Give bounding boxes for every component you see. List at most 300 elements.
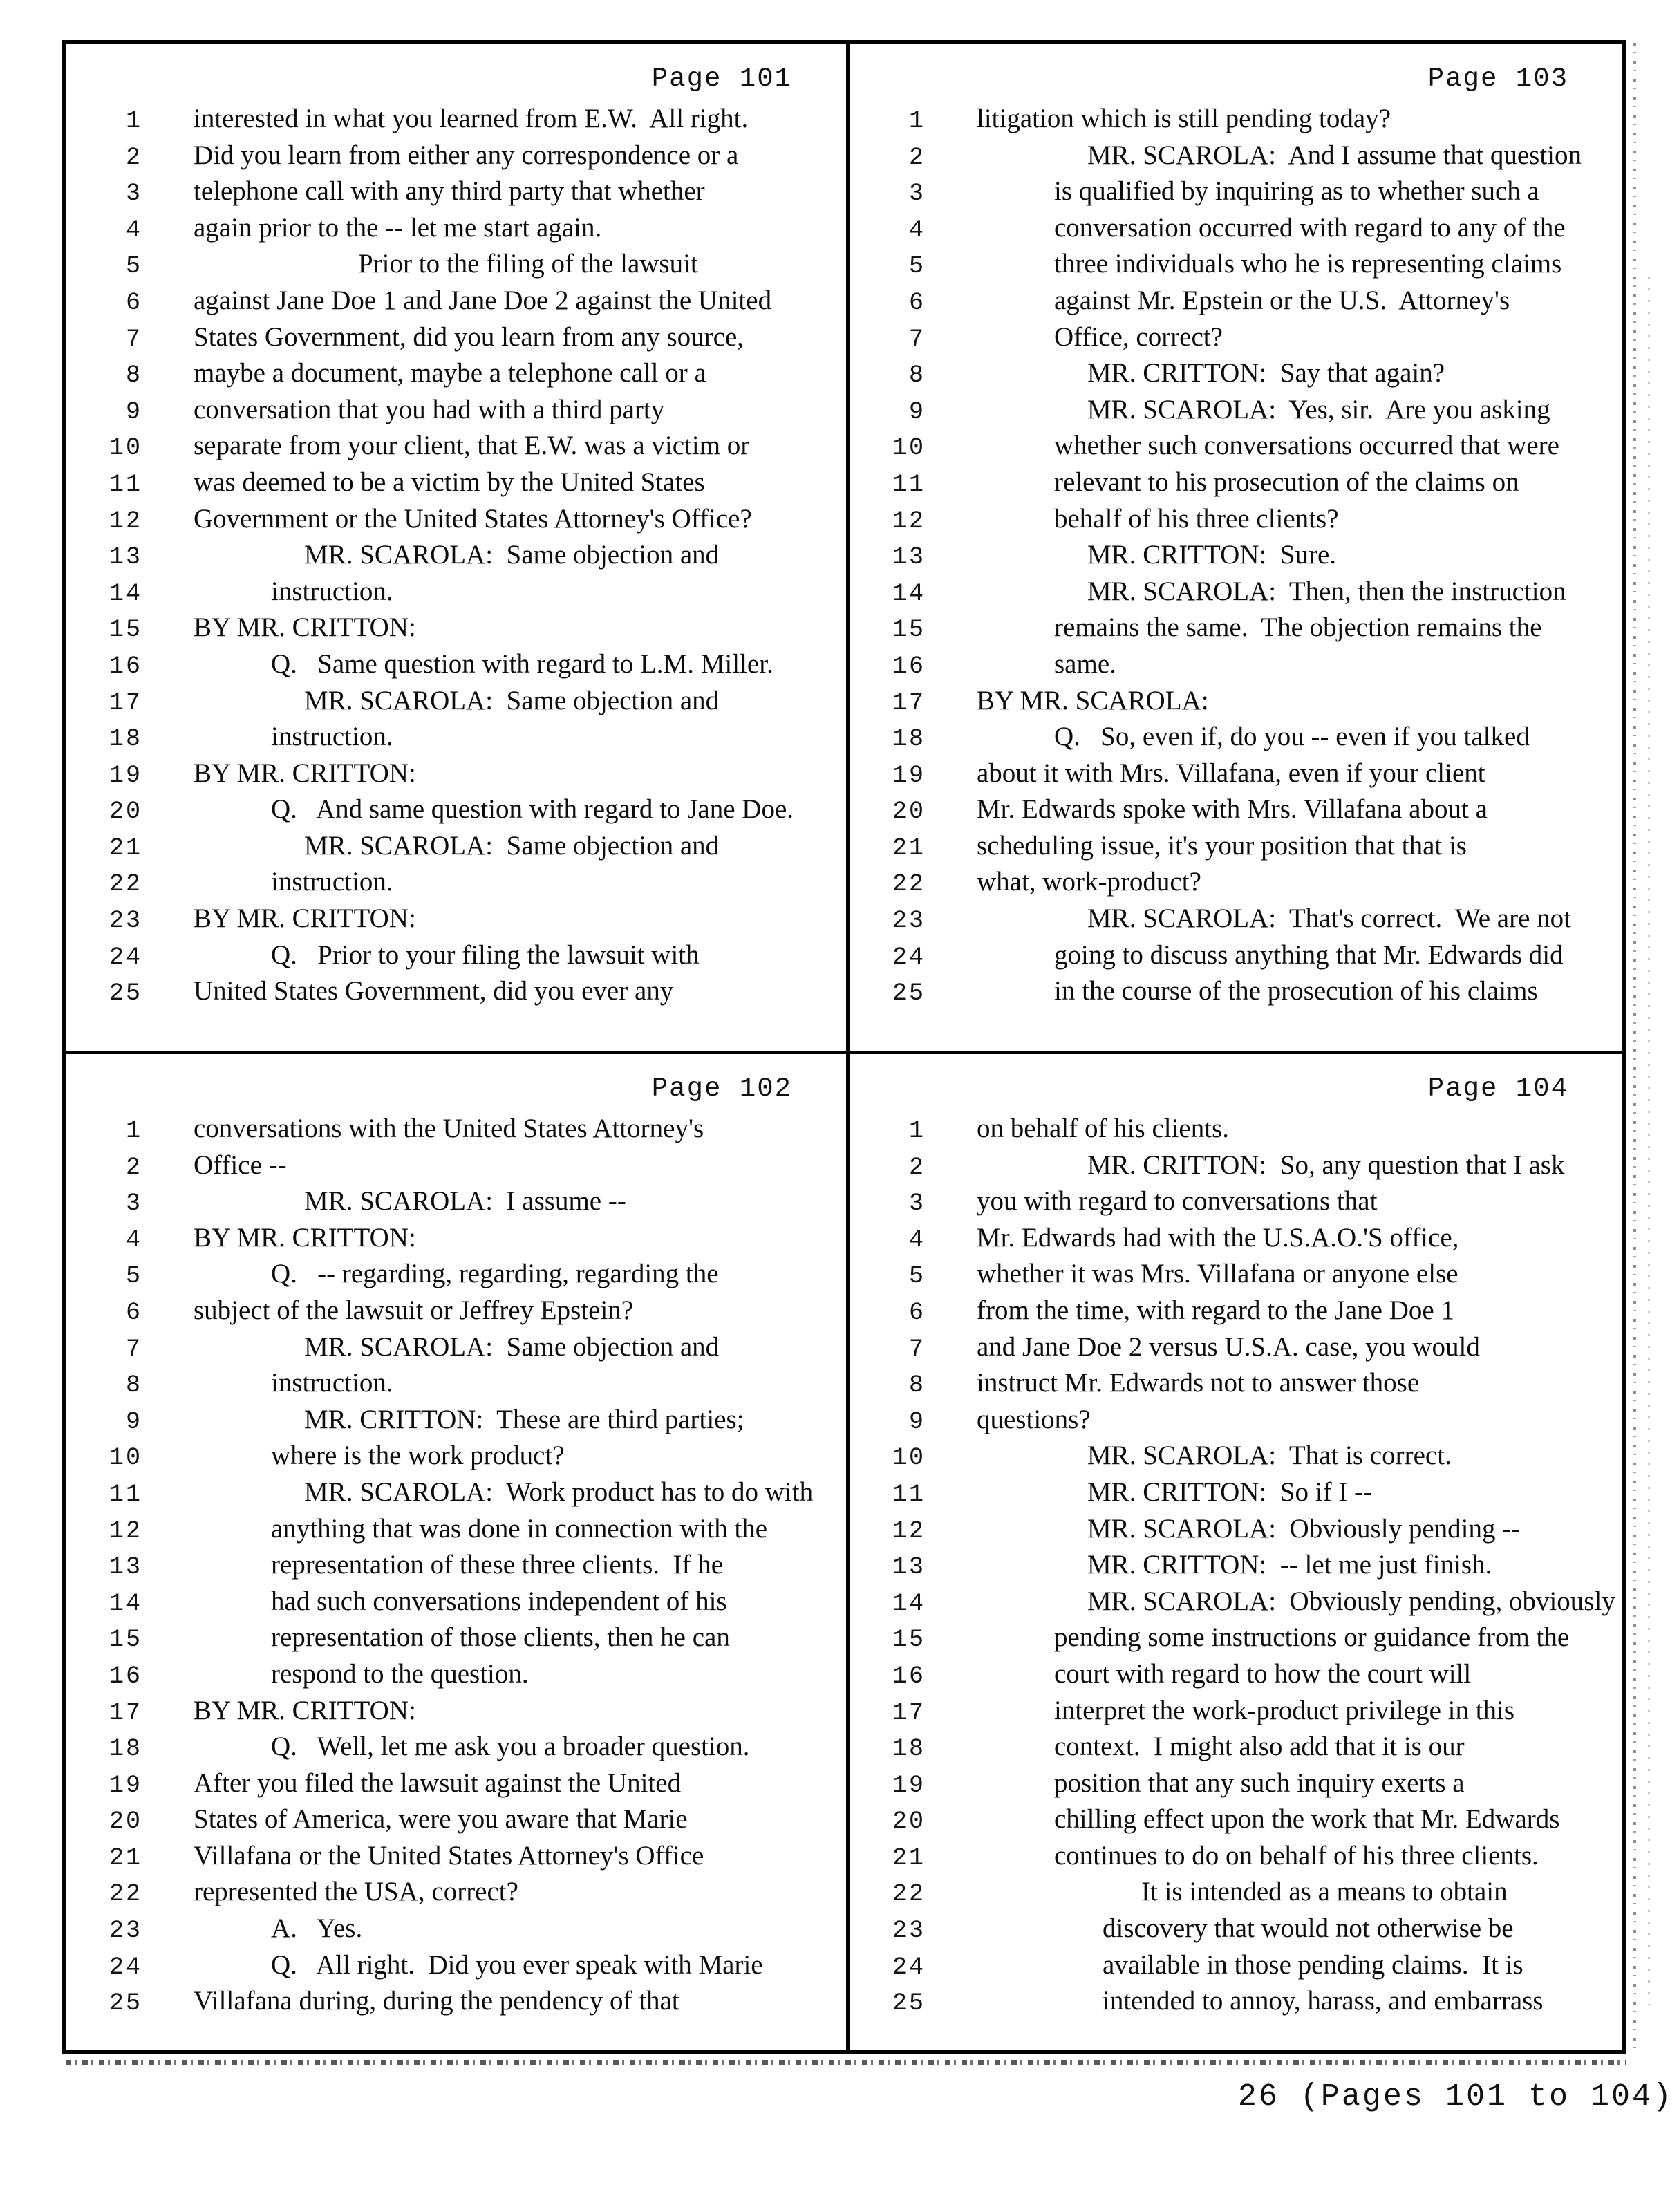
- line-number: 20: [109, 1808, 142, 1836]
- line-number: 3: [125, 1190, 142, 1218]
- line-text: BY MR. SCAROLA:: [977, 685, 1209, 715]
- line-text: Q. -- regarding, regarding, regarding the: [271, 1259, 719, 1289]
- line-number: 16: [109, 1662, 142, 1690]
- transcript-line: [850, 396, 1622, 433]
- transcript-line: [850, 578, 1622, 615]
- line-number: 21: [109, 834, 142, 862]
- line-number: 13: [109, 1553, 142, 1582]
- line-text: three individuals who he is representing claims: [1054, 249, 1562, 279]
- line-text: conversation occurred with regard to any of the: [1054, 212, 1566, 243]
- line-number: 11: [109, 1480, 142, 1508]
- line-number: 10: [109, 434, 142, 462]
- transcript-line: [66, 1660, 846, 1697]
- line-text: Government or the United States Attorney's Office?: [194, 503, 752, 534]
- line-number: 19: [109, 761, 142, 789]
- transcript-line: [850, 1152, 1622, 1188]
- line-number: 6: [125, 288, 142, 317]
- line-text: going to discuss anything that Mr. Edwards did: [1054, 939, 1564, 970]
- line-text: MR. SCAROLA: Yes, sir. Are you asking: [1087, 394, 1550, 424]
- transcript-line: [850, 178, 1622, 214]
- scan-noise-right-band-2: [1648, 276, 1650, 2005]
- line-text: MR. SCAROLA: And I assume that question: [1087, 140, 1582, 170]
- line-text: MR. SCAROLA: I assume --: [304, 1186, 626, 1217]
- transcript-line: [850, 214, 1622, 251]
- line-number: 1: [125, 1117, 142, 1145]
- transcript-line: [850, 1551, 1622, 1588]
- transcript-line: [66, 1406, 846, 1443]
- line-number: 4: [908, 1226, 926, 1254]
- line-text: about it with Mrs. Villafana, even if your client: [977, 758, 1485, 788]
- line-text: Mr. Edwards had with the U.S.A.O.'S office,: [977, 1222, 1459, 1253]
- transcript-line: [850, 723, 1622, 760]
- line-number: 18: [892, 1735, 926, 1763]
- transcript-line: [66, 687, 846, 724]
- line-text: what, work-product?: [977, 867, 1201, 897]
- transcript-line: [850, 1588, 1622, 1624]
- line-number: 16: [109, 652, 142, 680]
- line-text: available in those pending claims. It is: [1103, 1949, 1523, 1980]
- transcript-line: [66, 1515, 846, 1552]
- line-text: It is intended as a means to obtain: [1141, 1877, 1508, 1907]
- transcript-line: [66, 1369, 846, 1406]
- line-text: Mr. Edwards spoke with Mrs. Villafana about a: [977, 794, 1488, 825]
- transcript-line: [850, 321, 1622, 360]
- line-number: 18: [109, 1735, 142, 1763]
- line-number: 11: [892, 1480, 926, 1508]
- line-text: Office, correct?: [1054, 321, 1223, 352]
- transcript-lines: [66, 1115, 846, 2024]
- line-number: 12: [109, 1517, 142, 1545]
- line-number: 19: [892, 761, 926, 789]
- line-text: instruction.: [271, 867, 393, 897]
- line-number: 24: [892, 943, 926, 971]
- line-text: was deemed to be a victim by the United States: [194, 467, 705, 497]
- transcript-line: [850, 832, 1622, 869]
- line-text: separate from your client, that E.W. was a victim or: [194, 431, 750, 461]
- line-text: MR. CRITTON: These are third parties;: [304, 1404, 744, 1434]
- transcript-line: [66, 1806, 846, 1842]
- line-text: Villafana during, during the pendency of that: [194, 1986, 679, 2016]
- line-number: 4: [908, 216, 926, 244]
- line-number: 8: [908, 362, 926, 390]
- line-text: MR. SCAROLA: Same objection and: [304, 540, 720, 570]
- line-number: 10: [892, 434, 926, 462]
- quadrant-page-101: [66, 44, 846, 1051]
- column-divider-line: [846, 44, 850, 2050]
- line-text: United States Government, did you ever any: [194, 976, 674, 1006]
- line-number: 23: [892, 1917, 926, 1945]
- transcript-line: [66, 250, 846, 287]
- transcript-line: [850, 1224, 1622, 1261]
- transcript-line: [850, 614, 1622, 650]
- line-number: 4: [125, 216, 142, 244]
- line-number: 8: [125, 362, 142, 390]
- transcript-line: [850, 1406, 1622, 1443]
- line-number: 1: [125, 107, 142, 135]
- line-text: scheduling issue, it's your position that that is: [977, 830, 1467, 861]
- transcript-line: [66, 359, 846, 396]
- line-text: subject of the lawsuit or Jeffrey Epstein?: [194, 1295, 634, 1325]
- line-number: 1: [908, 1117, 926, 1145]
- line-number: 24: [109, 1953, 142, 1981]
- transcript-line: [66, 1152, 846, 1188]
- transcript-line: [850, 1660, 1622, 1697]
- line-text: again prior to the -- let me start again.: [194, 212, 602, 243]
- transcript-line: [66, 578, 846, 615]
- scan-noise-right-band: [1633, 43, 1636, 2051]
- line-text: MR. CRITTON: -- let me just finish.: [1087, 1550, 1492, 1580]
- line-number: 22: [109, 870, 142, 899]
- transcript-line: [66, 396, 846, 433]
- line-number: 7: [125, 1335, 142, 1363]
- line-number: 2: [125, 143, 142, 171]
- line-number: 18: [109, 725, 142, 753]
- line-text: MR. CRITTON: So, any question that I ask: [1087, 1150, 1565, 1180]
- line-number: 13: [109, 543, 142, 572]
- transcript-line: [66, 868, 846, 905]
- line-number: 17: [109, 688, 142, 717]
- line-text: remains the same. The objection remains the: [1054, 612, 1542, 643]
- line-text: Q. So, even if, do you -- even if you talked: [1054, 722, 1530, 752]
- line-text: instruct Mr. Edwards not to answer those: [977, 1368, 1420, 1398]
- line-number: 15: [892, 616, 926, 644]
- line-number: 19: [109, 1771, 142, 1799]
- line-number: 3: [908, 180, 926, 208]
- transcript-line: [850, 1806, 1622, 1842]
- line-number: 5: [908, 1262, 926, 1291]
- line-text: After you filed the lawsuit against the United: [194, 1768, 682, 1798]
- line-text: and Jane Doe 2 versus U.S.A. case, you would: [977, 1331, 1480, 1362]
- line-text: court with regard to how the court will: [1054, 1658, 1472, 1689]
- transcript-line: [850, 142, 1622, 178]
- transcript-line: [66, 1842, 846, 1879]
- quadrant-page-104: [850, 1054, 1622, 2050]
- transcript-line: [850, 1442, 1622, 1479]
- transcript-line: [850, 1515, 1622, 1552]
- line-text: Q. And same question with regard to Jane Doe.: [271, 794, 794, 825]
- line-text: BY MR. CRITTON:: [194, 903, 416, 934]
- line-text: representation of these three clients. If he: [271, 1550, 724, 1580]
- transcript-line: [850, 905, 1622, 941]
- sheet-page-footer: 26 (Pages 101 to 104): [1237, 2079, 1673, 2115]
- line-number: 9: [125, 1407, 142, 1436]
- line-number: 18: [892, 725, 926, 753]
- line-number: 19: [892, 1771, 926, 1799]
- transcript-line: [66, 178, 846, 214]
- transcript-line: [66, 796, 846, 832]
- line-number: 21: [109, 1844, 142, 1872]
- line-text: interpret the work-product privilege in this: [1054, 1695, 1515, 1725]
- line-text: questions?: [977, 1404, 1091, 1434]
- line-text: represented the USA, correct?: [194, 1877, 518, 1907]
- transcript-line: [850, 541, 1622, 578]
- transcript-line: [66, 1115, 846, 1152]
- quadrant-page-103: [850, 44, 1622, 1051]
- line-text: intended to annoy, harass, and embarrass: [1103, 1986, 1544, 2016]
- line-number: 25: [109, 980, 142, 1008]
- line-number: 24: [892, 1953, 926, 1981]
- transcript-lines: [850, 105, 1622, 1014]
- transcript-line: [66, 1733, 846, 1770]
- line-text: States Government, did you learn from any source,: [194, 321, 744, 352]
- line-text: representation of those clients, then he can: [271, 1622, 730, 1653]
- line-text: conversation that you had with a third party: [194, 394, 665, 424]
- line-number: 6: [908, 1298, 926, 1327]
- transcript-line: [66, 905, 846, 941]
- transcript-line: [66, 1333, 846, 1370]
- line-text: MR. SCAROLA: That's correct. We are not: [1087, 903, 1572, 934]
- transcript-line: [66, 432, 846, 469]
- transcript-line: [66, 1297, 846, 1333]
- row-divider-line: [66, 1051, 1622, 1054]
- transcript-line: [850, 687, 1622, 724]
- transcript-line: [850, 105, 1622, 142]
- transcript-line: [66, 1915, 846, 1951]
- line-number: 14: [892, 579, 926, 608]
- transcript-line: [66, 287, 846, 324]
- transcript-line: [66, 650, 846, 687]
- line-number: 4: [125, 1226, 142, 1254]
- transcript-line: [66, 214, 846, 251]
- line-text: MR. SCAROLA: Obviously pending --: [1087, 1513, 1521, 1544]
- transcript-line: [66, 469, 846, 505]
- line-number: 15: [109, 616, 142, 644]
- line-number: 9: [908, 1407, 926, 1436]
- line-text: conversations with the United States Attorney's: [194, 1114, 704, 1143]
- line-number: 12: [892, 507, 926, 535]
- line-text: maybe a document, maybe a telephone call or a: [194, 358, 706, 388]
- line-number: 23: [109, 1917, 142, 1945]
- transcript-line: [850, 432, 1622, 469]
- line-text: MR. CRITTON: Say that again?: [1087, 358, 1445, 388]
- transcript-line: [66, 1479, 846, 1515]
- transcript-line: [850, 977, 1622, 1014]
- line-number: 8: [125, 1371, 142, 1400]
- line-number: 11: [109, 470, 142, 498]
- transcript-lines: [66, 105, 846, 1014]
- line-text: MR. SCAROLA: Same objection and: [304, 685, 720, 715]
- line-number: 9: [908, 397, 926, 426]
- transcript-grid-border: [62, 40, 1626, 2054]
- line-number: 13: [892, 543, 926, 572]
- transcript-line: [66, 321, 846, 360]
- line-number: 9: [125, 397, 142, 426]
- line-text: Did you learn from either any correspondence or a: [194, 140, 739, 170]
- line-number: 16: [892, 652, 926, 680]
- transcript-line: [66, 1624, 846, 1660]
- transcript-line: [850, 941, 1622, 978]
- transcript-line: [850, 1297, 1622, 1333]
- transcript-line: [66, 1987, 846, 2024]
- transcript-line: [850, 1915, 1622, 1951]
- line-text: BY MR. CRITTON:: [194, 1695, 416, 1725]
- line-text: instruction.: [271, 576, 393, 606]
- transcript-line: [66, 1188, 846, 1224]
- line-text: you with regard to conversations that: [977, 1186, 1378, 1217]
- line-number: 2: [908, 1153, 926, 1181]
- line-number: 15: [892, 1626, 926, 1654]
- line-text: BY MR. CRITTON:: [194, 758, 416, 788]
- line-text: context. I might also add that it is our: [1054, 1732, 1465, 1762]
- line-text: Q. Prior to your filing the lawsuit with: [271, 939, 700, 970]
- line-number: 6: [908, 288, 926, 317]
- line-number: 21: [892, 834, 926, 862]
- transcript-line: [850, 1369, 1622, 1406]
- line-number: 20: [892, 1808, 926, 1836]
- line-number: 16: [892, 1662, 926, 1690]
- line-number: 7: [125, 325, 142, 353]
- transcript-line: [850, 1624, 1622, 1660]
- quadrant-page-102: [66, 1054, 846, 2050]
- line-text: continues to do on behalf of his three clients.: [1054, 1840, 1539, 1871]
- transcript-line: [66, 505, 846, 542]
- line-number: 17: [109, 1698, 142, 1727]
- line-text: telephone call with any third party that whether: [194, 176, 705, 207]
- line-text: MR. SCAROLA: Obviously pending, obviously: [1087, 1586, 1615, 1616]
- transcript-line: [66, 832, 846, 869]
- transcript-line: [850, 1733, 1622, 1770]
- transcript-line: [850, 1987, 1622, 2024]
- line-number: 21: [892, 1844, 926, 1872]
- transcript-line: [850, 1188, 1622, 1224]
- transcript-line: [66, 541, 846, 578]
- line-number: 20: [892, 798, 926, 826]
- page-header: Page 101: [651, 64, 792, 94]
- line-number: 3: [125, 180, 142, 208]
- transcript-line: [850, 469, 1622, 505]
- transcript-line: [850, 505, 1622, 542]
- line-text: States of America, were you aware that Marie: [194, 1804, 688, 1835]
- line-text: MR. CRITTON: So if I --: [1087, 1477, 1373, 1507]
- line-number: 5: [125, 252, 142, 281]
- transcript-line: [850, 1697, 1622, 1734]
- line-number: 22: [109, 1880, 142, 1909]
- line-text: in the course of the prosecution of his claims: [1054, 976, 1538, 1006]
- transcript-line: [66, 105, 846, 142]
- line-text: Q. All right. Did you ever speak with Marie: [271, 1949, 763, 1980]
- transcript-line: [66, 760, 846, 796]
- line-number: 25: [109, 1989, 142, 2018]
- line-text: MR. SCAROLA: Same objection and: [304, 830, 720, 861]
- transcript-line: [850, 1842, 1622, 1879]
- line-number: 2: [908, 143, 926, 171]
- line-text: MR. SCAROLA: Work product has to do with: [304, 1477, 814, 1507]
- line-text: chilling effect upon the work that Mr. Edwards: [1054, 1804, 1560, 1835]
- scan-noise-bottom-line: [66, 2060, 1626, 2065]
- transcript-line: [850, 1260, 1622, 1297]
- transcript-line: [66, 723, 846, 760]
- line-text: A. Yes.: [271, 1913, 363, 1944]
- page-header: Page 103: [1427, 64, 1568, 94]
- page-header: Page 104: [1427, 1074, 1568, 1104]
- line-text: anything that was done in connection with the: [271, 1513, 768, 1544]
- transcript-line: [850, 1333, 1622, 1370]
- line-number: 2: [125, 1153, 142, 1181]
- line-number: 10: [109, 1444, 142, 1472]
- line-number: 23: [892, 907, 926, 935]
- line-number: 14: [892, 1589, 926, 1618]
- line-text: Q. Same question with regard to L.M. Miller.: [271, 648, 773, 679]
- line-text: had such conversations independent of his: [271, 1586, 727, 1616]
- line-text: instruction.: [271, 722, 393, 752]
- transcript-line: [66, 1442, 846, 1479]
- transcript-line: [66, 142, 846, 178]
- line-text: against Mr. Epstein or the U.S. Attorney's: [1054, 285, 1510, 315]
- line-number: 1: [908, 107, 926, 135]
- line-number: 23: [109, 907, 142, 935]
- line-number: 20: [109, 798, 142, 826]
- transcript-line: [66, 1697, 846, 1734]
- transcript-line: [850, 1115, 1622, 1152]
- transcript-line: [850, 250, 1622, 287]
- transcript-line: [850, 868, 1622, 905]
- line-text: where is the work product?: [271, 1441, 565, 1471]
- line-text: MR. SCAROLA: That is correct.: [1087, 1441, 1452, 1471]
- transcript-line: [66, 941, 846, 978]
- transcript-line: [850, 1951, 1622, 1988]
- transcript-line: [66, 1770, 846, 1806]
- line-number: 6: [125, 1298, 142, 1327]
- line-number: 17: [892, 1698, 926, 1727]
- line-number: 14: [109, 1589, 142, 1618]
- line-number: 17: [892, 688, 926, 717]
- line-number: 15: [109, 1626, 142, 1654]
- page-header: Page 102: [651, 1074, 792, 1104]
- transcript-line: [850, 287, 1622, 324]
- line-number: 3: [908, 1190, 926, 1218]
- transcript-line: [66, 1951, 846, 1988]
- line-text: relevant to his prosecution of the claims on: [1054, 467, 1519, 497]
- line-text: interested in what you learned from E.W. All right.: [194, 104, 749, 133]
- line-number: 8: [908, 1371, 926, 1400]
- line-text: whether it was Mrs. Villafana or anyone else: [977, 1259, 1458, 1289]
- transcript-line: [850, 359, 1622, 396]
- line-number: 10: [892, 1444, 926, 1472]
- line-text: from the time, with regard to the Jane Doe 1: [977, 1295, 1454, 1325]
- transcript-line: [66, 977, 846, 1014]
- line-text: Prior to the filing of the lawsuit: [358, 249, 698, 279]
- line-text: position that any such inquiry exerts a: [1054, 1768, 1465, 1798]
- line-number: 5: [908, 252, 926, 281]
- transcript-line: [66, 1551, 846, 1588]
- line-text: whether such conversations occurred that were: [1054, 431, 1559, 461]
- line-text: MR. CRITTON: Sure.: [1087, 540, 1337, 570]
- transcript-line: [66, 1224, 846, 1261]
- line-number: 14: [109, 579, 142, 608]
- line-text: BY MR. CRITTON:: [194, 1222, 416, 1253]
- line-text: on behalf of his clients.: [977, 1114, 1229, 1143]
- transcript-line: [850, 650, 1622, 687]
- line-text: discovery that would not otherwise be: [1103, 1913, 1514, 1944]
- line-number: 25: [892, 980, 926, 1008]
- line-number: 22: [892, 870, 926, 899]
- transcript-line: [66, 1878, 846, 1915]
- transcript-line: [850, 760, 1622, 796]
- line-text: pending some instructions or guidance from the: [1054, 1622, 1570, 1653]
- line-number: 7: [908, 1335, 926, 1363]
- transcript-line: [850, 1479, 1622, 1515]
- line-text: litigation which is still pending today?: [977, 104, 1391, 133]
- line-text: behalf of his three clients?: [1054, 503, 1339, 534]
- line-number: 12: [892, 1517, 926, 1545]
- transcript-line: [850, 1770, 1622, 1806]
- line-number: 25: [892, 1989, 926, 2018]
- transcript-line: [66, 1588, 846, 1624]
- line-number: 24: [109, 943, 142, 971]
- transcript-line: [66, 614, 846, 650]
- line-text: BY MR. CRITTON:: [194, 612, 416, 643]
- line-number: 13: [892, 1553, 926, 1582]
